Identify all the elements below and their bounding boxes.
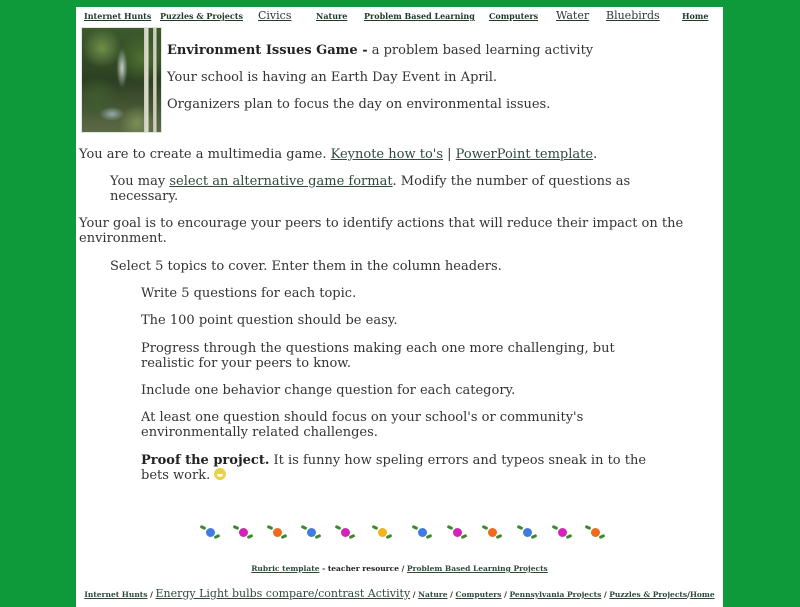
flower-divider bbox=[194, 524, 606, 544]
footer-puzzles-projects-link[interactable]: Puzzles & Projects bbox=[609, 590, 688, 599]
alt-suffix: . Modify the number of questions as bbox=[392, 174, 631, 189]
header-block bbox=[167, 42, 707, 123]
separator: / bbox=[410, 590, 419, 599]
goal-line-1: Your goal is to encourage your peers to identify actions that will reduce their impact on the bbox=[79, 216, 684, 231]
flower-icon bbox=[488, 528, 497, 537]
instruction-line: Progress through the questions making each one more challenging, but bbox=[141, 341, 615, 356]
instruction-item bbox=[141, 341, 615, 371]
separator: / bbox=[147, 590, 156, 599]
alt-format-paragraph bbox=[110, 174, 630, 204]
intro-paragraph bbox=[79, 147, 597, 162]
flower-icon bbox=[453, 528, 462, 537]
alt-prefix: You may bbox=[110, 174, 170, 189]
separator: / bbox=[687, 590, 690, 599]
flower-icon bbox=[523, 528, 532, 537]
goal-line-2: environment. bbox=[79, 231, 167, 246]
intro-line-1: Your school is having an Earth Day Event in April. bbox=[167, 70, 498, 85]
proof-rest: It is funny how speling errors and typeos sneak in to the bbox=[269, 453, 647, 468]
footer-energy-light-bulbs-link[interactable]: Energy Light bulbs compare/contrast Activity bbox=[155, 587, 411, 600]
nav-home[interactable]: Home bbox=[682, 11, 709, 21]
content-panel bbox=[76, 7, 723, 607]
flower-icon bbox=[378, 528, 387, 537]
intro-end: . bbox=[593, 147, 598, 162]
separator: / bbox=[601, 590, 610, 599]
nav-bluebirds[interactable]: Bluebirds bbox=[606, 9, 660, 22]
flower-icon bbox=[239, 528, 248, 537]
keynote-link[interactable]: Keynote how to's bbox=[330, 147, 444, 162]
instruction-item: Include one behavior change question for each category. bbox=[141, 383, 516, 398]
top-navigation bbox=[76, 9, 723, 25]
alternative-game-format-link[interactable]: select an alternative game format bbox=[169, 174, 393, 189]
smiley-icon bbox=[214, 468, 226, 480]
separator: / bbox=[447, 590, 456, 599]
footer-text: - teacher resource / bbox=[319, 564, 407, 573]
pbl-projects-link[interactable]: Problem Based Learning Projects bbox=[406, 564, 548, 573]
instruction-item bbox=[141, 410, 583, 440]
waterfall-thumbnail-image bbox=[81, 27, 162, 133]
page-title bbox=[167, 42, 707, 60]
proof-paragraph bbox=[141, 453, 646, 483]
nav-internet-hunts[interactable]: Internet Hunts bbox=[84, 11, 152, 21]
nav-civics[interactable]: Civics bbox=[258, 9, 292, 22]
instruction-line: At least one question should focus on your school's or community's bbox=[141, 410, 584, 425]
flower-icon bbox=[591, 528, 600, 537]
footer-resources bbox=[76, 564, 723, 573]
proof-bold: Proof the project. bbox=[141, 453, 270, 468]
footer-navigation bbox=[76, 587, 723, 600]
footer-internet-hunts-link[interactable]: Internet Hunts bbox=[84, 590, 148, 599]
proof-line-2: bets work. bbox=[141, 468, 215, 483]
intro-text: You are to create a multimedia game. bbox=[79, 147, 331, 162]
nav-nature[interactable]: Nature bbox=[316, 11, 348, 21]
footer-computers-link[interactable]: Computers bbox=[455, 590, 502, 599]
select-topics-text: Select 5 topics to cover. Enter them in the column headers. bbox=[110, 259, 502, 274]
instruction-item: The 100 point question should be easy. bbox=[141, 313, 398, 328]
flower-icon bbox=[206, 528, 215, 537]
intro-line-2: Organizers plan to focus the day on environmental issues. bbox=[167, 97, 551, 112]
separator: / bbox=[501, 590, 510, 599]
flower-icon bbox=[341, 528, 350, 537]
flower-icon bbox=[558, 528, 567, 537]
footer-pennsylvania-projects-link[interactable]: Pennsylvania Projects bbox=[509, 590, 602, 599]
flower-icon bbox=[307, 528, 316, 537]
link-separator: | bbox=[443, 147, 456, 162]
nav-water[interactable]: Water bbox=[556, 9, 590, 22]
flower-icon bbox=[418, 528, 427, 537]
powerpoint-template-link[interactable]: PowerPoint template bbox=[455, 147, 594, 162]
instruction-line: realistic for your peers to know. bbox=[141, 356, 352, 371]
footer-nature-link[interactable]: Nature bbox=[418, 590, 448, 599]
alt-line-2: necessary. bbox=[110, 189, 179, 204]
footer-home-link[interactable]: Home bbox=[689, 590, 715, 599]
nav-puzzles-projects[interactable]: Puzzles & Projects bbox=[160, 11, 243, 21]
instruction-line: environmentally related challenges. bbox=[141, 425, 378, 440]
title-subtitle: a problem based learning activity bbox=[367, 43, 594, 58]
flower-icon bbox=[273, 528, 282, 537]
nav-problem-based-learning[interactable]: Problem Based Learning bbox=[364, 11, 475, 21]
rubric-template-link[interactable]: Rubric template bbox=[251, 564, 320, 573]
goal-paragraph bbox=[79, 216, 683, 246]
nav-computers[interactable]: Computers bbox=[489, 11, 539, 21]
title-bold: Environment Issues Game - bbox=[167, 43, 368, 58]
instruction-item: Write 5 questions for each topic. bbox=[141, 286, 357, 301]
